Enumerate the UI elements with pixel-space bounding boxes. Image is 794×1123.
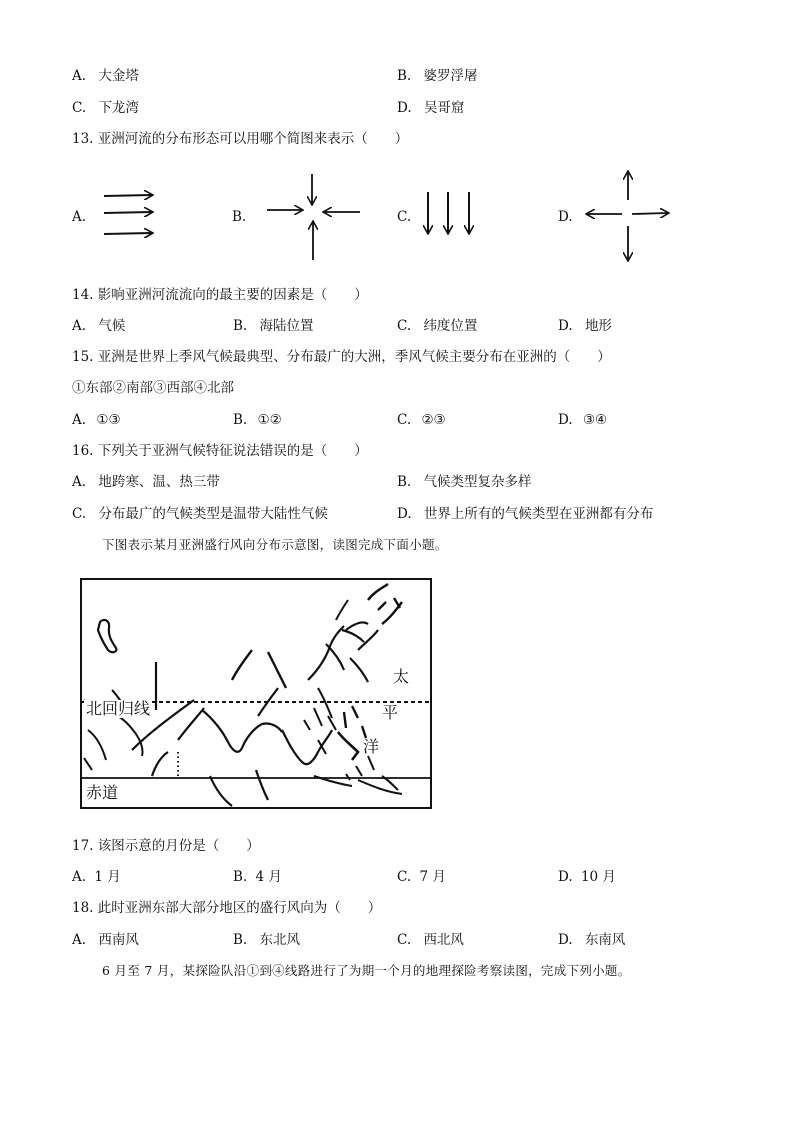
option-letter: C. [397,932,412,948]
q17-option-b[interactable] [233,868,282,886]
option-letter: B. [233,869,248,885]
option-letter: A. [72,318,87,334]
option-letter: C. [397,318,412,334]
option-text: 东北风 [259,932,301,948]
option-text: 地跨寒、温、热三带 [98,474,220,490]
q18-option-b[interactable] [233,931,300,949]
option-letter: C. [72,100,87,116]
q12-option-d[interactable] [397,99,464,117]
q15-sub: ①东部②南部③西部④北部 [72,380,234,396]
q16-stem: 16. 下列关于亚洲气候特征说法错误的是（ ） [72,443,368,459]
q14-option-d[interactable] [558,317,612,335]
option-text: 7 月 [419,869,446,885]
wind-map-figure [80,578,432,809]
q15-option-d[interactable] [558,411,607,429]
option-letter: D. [558,869,573,885]
option-text: 1 月 [94,869,121,885]
option-text: 海陆位置 [259,318,314,334]
q13-option-c-letter[interactable]: C. [397,209,412,225]
q12-option-a[interactable] [72,67,139,85]
option-text: ②③ [421,412,446,428]
option-text: 10 月 [580,869,616,885]
q17-option-d[interactable] [558,868,616,886]
option-text: 气候类型复杂多样 [423,474,532,490]
option-letter: D. [397,100,412,116]
option-text: ①③ [96,412,121,428]
option-letter: D. [558,318,573,334]
option-letter: C. [72,506,87,522]
q16-option-c[interactable] [72,505,328,523]
option-text: 下龙湾 [98,100,139,116]
equator-label: 赤道 [86,783,119,802]
option-letter: B. [233,932,248,948]
q18-stem: 18. 此时亚洲东部大部分地区的盛行风向为（ ） [72,900,382,916]
ocean-label-2: 平 [382,703,399,722]
arrows-down-icon [420,189,480,239]
q15-option-c[interactable] [397,411,446,429]
arrows-right-icon [100,186,160,242]
arrows-outward-icon [584,168,674,264]
q18-option-d[interactable] [558,931,625,949]
option-text: ③④ [582,412,608,428]
option-letter: D. [558,412,573,428]
q15-option-a[interactable] [72,411,121,429]
q13-option-a-letter[interactable]: A. [72,209,87,225]
option-letter: D. [397,506,412,522]
option-text: 东南风 [584,932,626,948]
expedition-intro-text: 6 月至 7 月，某探险队沿①到④线路进行了为期一个月的地理探险考察读图，完成下列小题。 [102,963,631,978]
q12-option-b[interactable] [397,67,478,85]
option-text: 西北风 [423,932,464,948]
option-text: 4 月 [255,869,282,885]
q14-option-a[interactable] [72,317,125,335]
q16-option-a[interactable] [72,473,220,491]
option-text: 分布最广的气候类型是温带大陆性气候 [98,506,328,522]
option-letter: C. [397,412,412,428]
option-text: ①② [257,412,282,428]
q17-option-c[interactable] [397,868,446,886]
q17-stem: 17. 该图示意的月份是（ ） [72,838,260,854]
q14-stem: 14. 影响亚洲河流流向的最主要的因素是（ ） [72,287,368,303]
map-intro-text: 下图表示某月亚洲盛行风向分布示意图，读图完成下面小题。 [102,537,448,552]
tropic-label: 北回归线 [86,699,151,718]
q14-option-c[interactable] [397,317,477,335]
option-text: 纬度位置 [423,318,478,334]
map-drawing [82,580,432,809]
arrows-inward-icon [264,172,364,262]
option-letter: B. [397,474,412,490]
option-text: 世界上所有的气候类型在亚洲都有分布 [423,506,654,522]
q17-option-a[interactable] [72,868,121,886]
option-text: 大金塔 [98,68,139,84]
option-letter: A. [72,412,87,428]
q13-stem: 13. 亚洲河流的分布形态可以用哪个简图来表示（ ） [72,131,409,147]
ocean-label-3: 洋 [363,737,380,756]
option-letter: B. [233,318,248,334]
option-text: 婆罗浮屠 [423,68,478,84]
option-text: 地形 [584,318,612,334]
q14-option-b[interactable] [233,317,314,335]
q15-stem: 15. 亚洲是世界上季风气候最典型、分布最广的大洲，季风气候主要分布在亚洲的（ ） [72,349,611,365]
q13-option-b-letter[interactable]: B. [232,209,247,225]
q16-option-b[interactable] [397,473,532,491]
q18-option-a[interactable] [72,931,139,949]
option-letter: B. [233,412,248,428]
q15-option-b[interactable] [233,411,282,429]
option-text: 气候 [98,318,126,334]
option-text: 吴哥窟 [423,100,465,116]
option-letter: C. [397,869,412,885]
option-letter: B. [397,68,412,84]
option-text: 西南风 [98,932,139,948]
option-letter: A. [72,474,87,490]
q16-option-d[interactable] [397,505,653,523]
q13-option-d-letter[interactable]: D. [558,209,573,225]
option-letter: A. [72,869,87,885]
option-letter: A. [72,932,87,948]
ocean-label-1: 太 [393,667,410,686]
q18-option-c[interactable] [397,931,464,949]
q12-option-c[interactable] [72,99,139,117]
option-letter: A. [72,68,87,84]
option-letter: D. [558,932,573,948]
